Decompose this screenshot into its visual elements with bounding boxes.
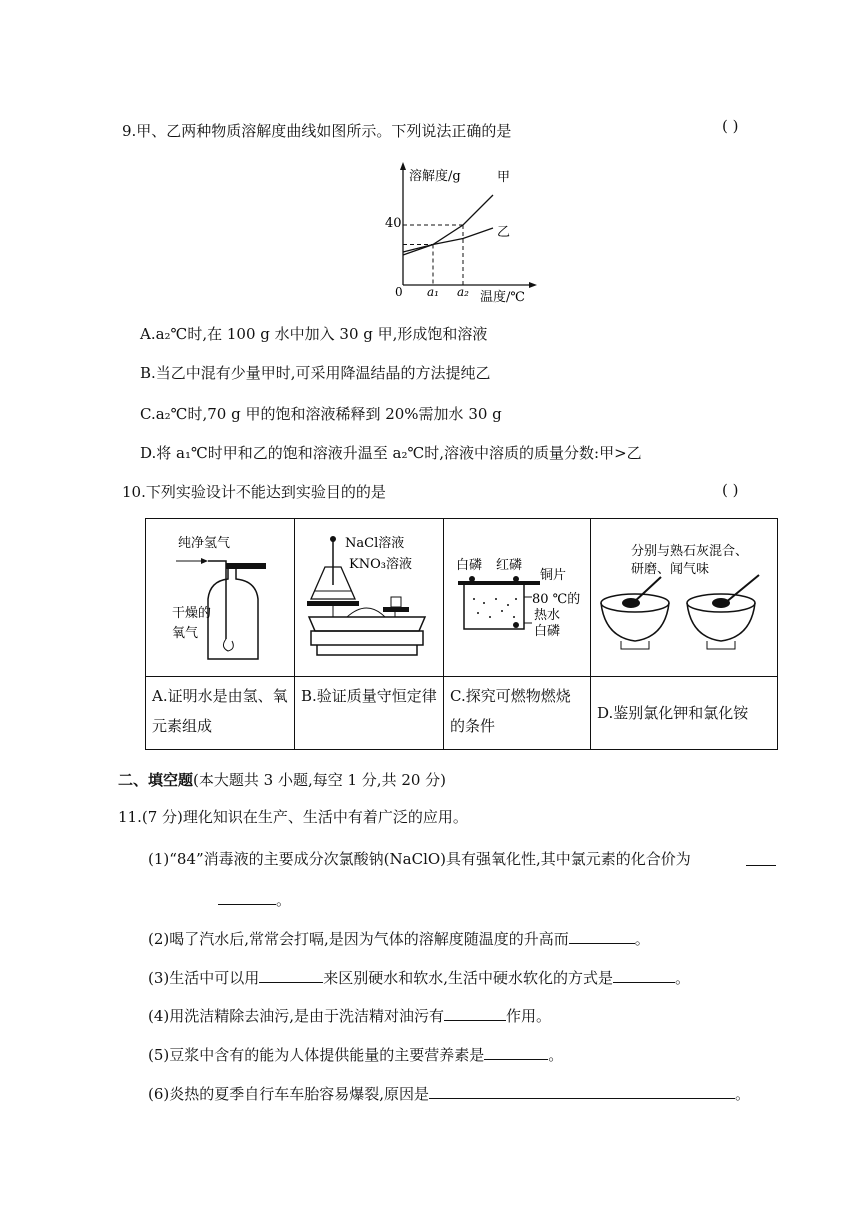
q11-part4-blank[interactable] <box>444 1019 506 1021</box>
q11-part3-end: 。 <box>675 969 691 987</box>
q11-part6-end: 。 <box>735 1085 751 1103</box>
q11-part2-end: 。 <box>634 930 650 948</box>
caption-a: A.证明水是由氢、氧元素组成 <box>152 687 288 735</box>
fig-b-label-kno3: KNO₃溶液 <box>349 557 412 572</box>
section2-heading <box>118 769 446 790</box>
q9-answer-paren[interactable]: ( ) <box>722 117 739 135</box>
y-axis-label: 溶解度/g <box>409 169 461 184</box>
q11-part6 <box>148 1083 750 1104</box>
q11-part2-blank[interactable] <box>569 942 635 944</box>
x-tick-a1: a₁ <box>427 285 439 299</box>
q11-part5-end: 。 <box>548 1046 564 1064</box>
q9-option-a: A.a₂℃时,在 100 g 水中加入 30 g 甲,形成饱和溶液 <box>140 325 488 343</box>
figure-c-cell <box>444 519 591 677</box>
q10-answer-paren[interactable]: ( ) <box>722 481 739 499</box>
figure-a-gas-bottle <box>146 519 294 672</box>
fig-c-label-copper: 铜片 <box>540 568 567 583</box>
y-tick-40: 40 <box>385 216 402 231</box>
q11-part3-text-b: 来区别硬水和软水,生活中硬水软化的方式是 <box>323 969 614 987</box>
fig-d-label-line2: 研磨、闻气味 <box>631 562 710 577</box>
q11-part6-text: (6)炎热的夏季自行车车胎容易爆裂,原因是 <box>148 1085 430 1103</box>
figure-d-cell <box>591 519 778 677</box>
y-axis-arrow <box>400 162 406 170</box>
series-yi-label: 乙 <box>497 225 511 240</box>
x-axis-label: 温度/℃ <box>480 290 525 305</box>
q11-part3-blank-b[interactable] <box>613 981 675 983</box>
q11-part5-blank[interactable] <box>484 1058 548 1060</box>
figure-b-balance <box>295 519 443 672</box>
fig-c-label-red-p: 红磷 <box>496 558 523 573</box>
q10-stem: 10.下列实验设计不能达到实验目的的是 <box>122 483 386 501</box>
caption-a-cell <box>146 677 295 750</box>
x-tick-a2: a₂ <box>457 285 469 299</box>
fig-c-label-hot-water: 热水 <box>534 608 561 623</box>
fig-a-label-dry: 干燥的 <box>172 606 212 621</box>
q11-part1 <box>148 848 691 869</box>
experiment-table <box>145 518 778 750</box>
q11-part6-blank[interactable] <box>429 1097 735 1099</box>
figure-b-cell <box>295 519 444 677</box>
solubility-chart <box>385 160 545 310</box>
q11-part1-blank-b[interactable] <box>218 903 276 905</box>
q9-option-d: D.将 a₁℃时甲和乙的饱和溶液升温至 a₂℃时,溶液中溶质的质量分数:甲>乙 <box>140 444 642 462</box>
q11-part4-text-a: (4)用洗洁精除去油污,是由于洗洁精对油污有 <box>148 1007 445 1025</box>
fig-c-label-80c: 80 ℃的 <box>532 592 581 607</box>
figure-d-mortars <box>591 519 777 672</box>
q11-part4-text-b: 作用。 <box>506 1007 552 1025</box>
q11-part5 <box>148 1044 563 1065</box>
figure-c-beaker <box>444 519 590 672</box>
q11-part1-blank-a[interactable] <box>746 864 776 866</box>
q11-part2 <box>148 928 650 949</box>
q11-part2-text: (2)喝了汽水后,常常会打嗝,是因为气体的溶解度随温度的升高而 <box>148 930 569 948</box>
series-yi-curve <box>403 228 493 252</box>
section2-note: (本大题共 3 小题,每空 1 分,共 20 分) <box>193 771 447 789</box>
fig-a-label-hydrogen: 纯净氢气 <box>178 536 231 551</box>
q11-part3-text-a: (3)生活中可以用 <box>148 969 260 987</box>
section2-title: 二、填空题 <box>118 771 194 789</box>
q11-stem: 11.(7 分)理化知识在生产、生活中有着广泛的应用。 <box>118 808 468 826</box>
x-tick-0: 0 <box>395 285 403 299</box>
series-jia-label: 甲 <box>497 170 511 185</box>
caption-c: C.探究可燃物燃烧的条件 <box>450 687 571 735</box>
q11-part5-text: (5)豆浆中含有的能为人体提供能量的主要营养素是 <box>148 1046 485 1064</box>
caption-d: D.鉴别氯化钾和氯化铵 <box>597 704 749 722</box>
fig-d-label-line1: 分别与熟石灰混合、 <box>631 544 749 559</box>
fig-b-label-nacl: NaCl溶液 <box>345 536 405 551</box>
figure-a-cell <box>146 519 295 677</box>
fig-c-label-white-p: 白磷 <box>456 558 483 573</box>
q11-part1-end: 。 <box>276 891 292 909</box>
guide-lines <box>403 225 463 285</box>
q11-part3 <box>148 967 690 988</box>
q11-part1-line2 <box>218 889 291 910</box>
q9-option-c: C.a₂℃时,70 g 甲的饱和溶液稀释到 20%需加水 30 g <box>140 405 502 423</box>
q9-stem: 9.甲、乙两种物质溶解度曲线如图所示。下列说法正确的是 <box>122 122 512 140</box>
q11-part1-text: (1)“84”消毒液的主要成分次氯酸钠(NaClO)具有强氧化性,其中氯元素的化合价为 <box>148 850 691 868</box>
fig-c-label-white-p-under: 白磷 <box>534 624 561 639</box>
q11-part4 <box>148 1005 551 1026</box>
x-axis-arrow <box>529 282 537 288</box>
caption-c-cell <box>444 677 591 750</box>
caption-d-cell <box>591 677 778 750</box>
caption-b-cell <box>295 677 444 750</box>
q11-part3-blank-a[interactable] <box>259 981 323 983</box>
fig-a-label-oxygen: 氧气 <box>172 626 199 641</box>
caption-b: B.验证质量守恒定律 <box>301 687 437 705</box>
q9-option-b: B.当乙中混有少量甲时,可采用降温结晶的方法提纯乙 <box>140 364 491 382</box>
